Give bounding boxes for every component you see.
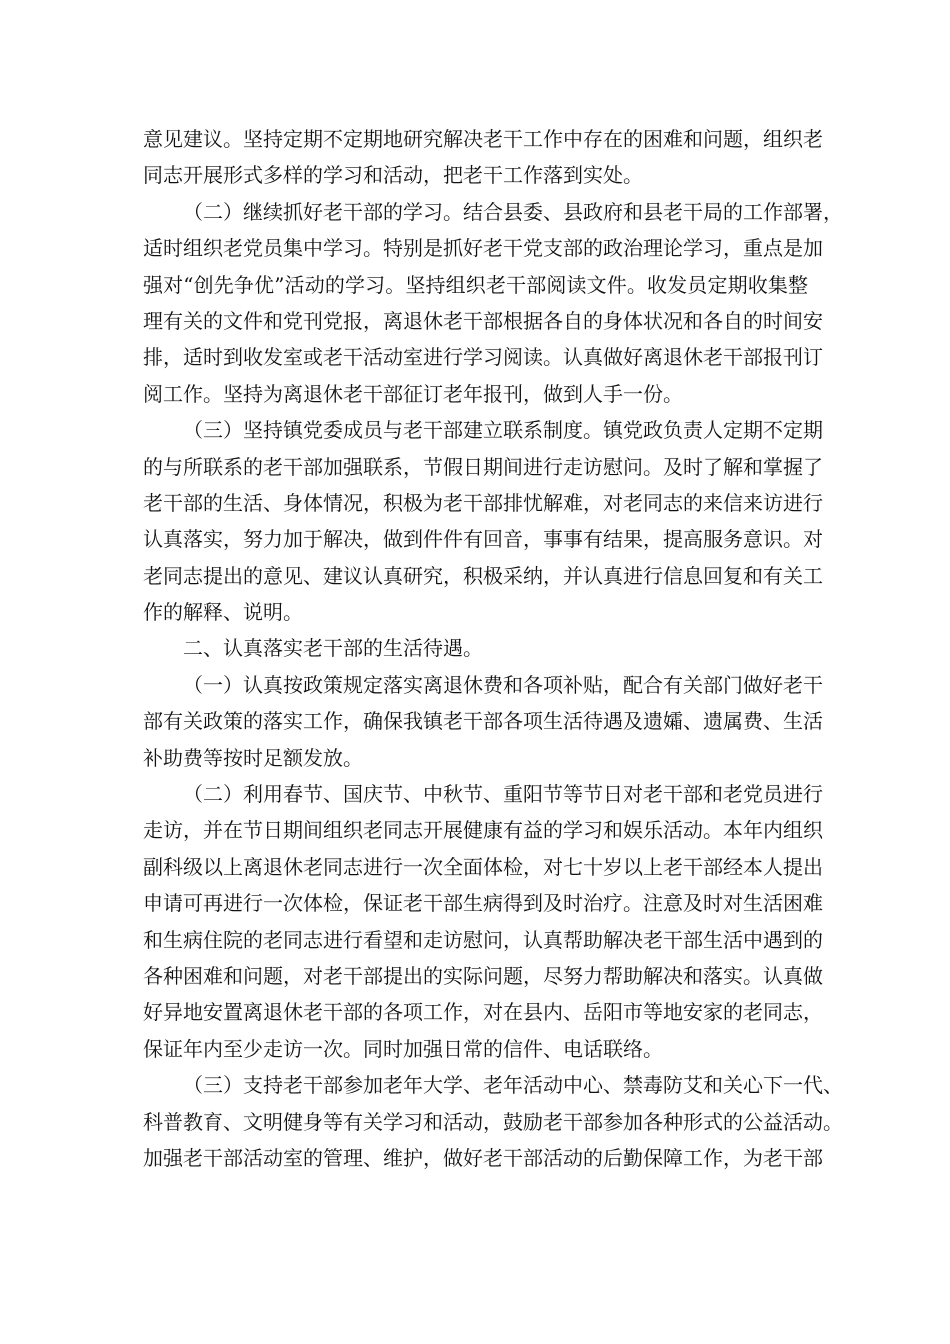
text-line: 申请可再进行一次体检，保证老干部生病得到及时治疗。注意及时对生活困难: [143, 891, 823, 916]
text-line: 补助费等按时足额发放。: [143, 745, 363, 770]
text-line: （一）认真按政策规定落实离退休费和各项补贴，配合有关部门做好老干: [183, 672, 823, 697]
text-line: 的与所联系的老干部加强联系，节假日期间进行走访慰问。及时了解和掌握了: [143, 454, 823, 479]
text-line: 作的解释、说明。: [143, 600, 303, 625]
text-line: 理有关的文件和党刊党报，离退休老干部根据各自的身体状况和各自的时间安: [143, 308, 823, 333]
text-line: 强对“创先争优”活动的学习。坚持组织老干部阅读文件。收发员定期收集整: [143, 272, 808, 297]
text-line: 好异地安置离退休老干部的各项工作，对在县内、岳阳市等地安家的老同志，: [143, 1000, 823, 1025]
text-line: 适时组织老党员集中学习。特别是抓好老干党支部的政治理论学习，重点是加: [143, 236, 823, 261]
text-line: （三）坚持镇党委成员与老干部建立联系制度。镇党政负责人定期不定期: [183, 418, 823, 443]
text-line: （二）利用春节、国庆节、中秋节、重阳节等节日对老干部和老党员进行: [183, 782, 823, 807]
text-line: 二、认真落实老干部的生活待遇。: [183, 636, 483, 661]
text-line: 副科级以上离退休老同志进行一次全面体检，对七十岁以上老干部经本人提出: [143, 854, 823, 879]
text-line: 意见建议。坚持定期不定期地研究解决老干工作中存在的困难和问题，组织老: [143, 127, 823, 151]
text-line: 和生病住院的老同志进行看望和走访慰问，认真帮助解决老干部生活中遇到的: [143, 927, 823, 952]
text-line: 老干部的生活、身体情况，积极为老干部排忧解难，对老同志的来信来访进行: [143, 490, 823, 515]
text-line: 保证年内至少走访一次。同时加强日常的信件、电话联络。: [143, 1036, 663, 1061]
text-line: 加强老干部活动室的管理、维护，做好老干部活动的后勤保障工作，为老干部: [143, 1145, 823, 1170]
text-line: （二）继续抓好老干部的学习。结合县委、县政府和县老干局的工作部署，: [183, 199, 843, 224]
text-line: 认真落实，努力加于解决，做到件件有回音，事事有结果，提高服务意识。对: [143, 527, 823, 552]
document-body: [143, 121, 843, 1176]
text-line: 部有关政策的落实工作，确保我镇老干部各项生活待遇及遗孀、遗属费、生活: [143, 709, 823, 734]
text-line: 老同志提出的意见、建议认真研究，积极采纳，并认真进行信息回复和有关工: [143, 563, 823, 588]
text-line: 走访，并在节日期间组织老同志开展健康有益的学习和娱乐活动。本年内组织: [143, 818, 823, 843]
text-line: （三）支持老干部参加老年大学、老年活动中心、禁毒防艾和关心下一代、: [183, 1073, 843, 1098]
text-line: 科普教育、文明健身等有关学习和活动，鼓励老干部参加各种形式的公益活动。: [143, 1109, 843, 1134]
text-line: 排，适时到收发室或老干活动室进行学习阅读。认真做好离退休老干部报刊订: [143, 345, 823, 370]
text-line: 阅工作。坚持为离退休老干部征订老年报刊，做到人手一份。: [143, 381, 683, 406]
text-line: 同志开展形式多样的学习和活动，把老干工作落到实处。: [143, 163, 643, 188]
text-line: 各种困难和问题，对老干部提出的实际问题，尽努力帮助解决和落实。认真做: [143, 963, 823, 988]
